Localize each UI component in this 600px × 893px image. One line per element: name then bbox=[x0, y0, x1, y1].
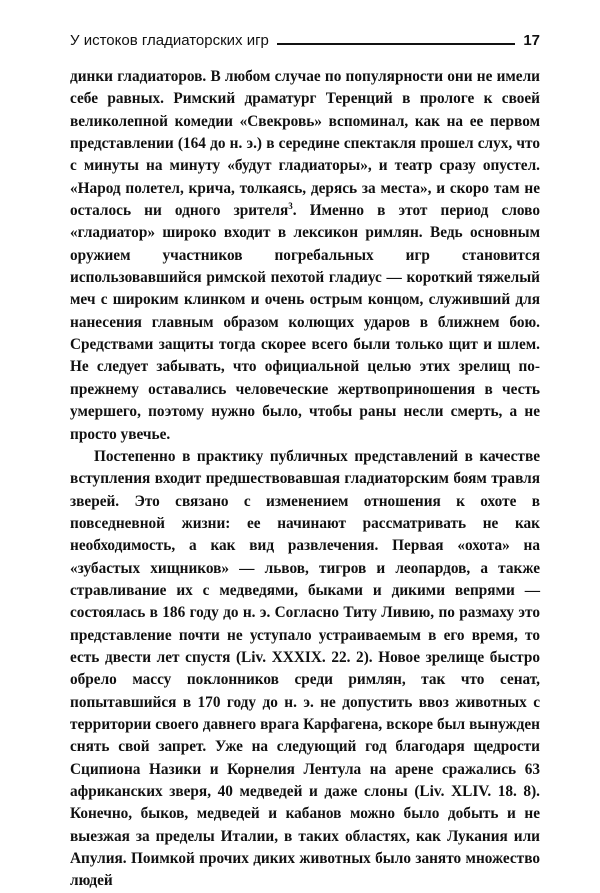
page-number: 17 bbox=[523, 32, 540, 49]
paragraph-1 bbox=[70, 66, 540, 446]
paragraph-2: Постепенно в практику публичных представлений в качестве вступления входит предшествовавшая гладиаторским боям травля зверей. Это связано с изменением отношения к охоте в повседневной жизни: ее начинают рассматривать не как необходимость, а как вид развлечения. Первая «охота» на «зубастых хищников» — львов, тигров и леопардов, а также стравливание их с медведями, быками и дикими вепрями — состоялась в 186 году до н. э. Согласно Титу Ливию, по размаху это представление почти не уступало устраиваемым в его время, то есть двести лет спустя (Liv. XXXIX. 22. 2). Новое зрелище быстро обрело массу поклонников среди римлян, так что сенат, попытавшийся в 170 году до н. э. не допустить ввоз животных с территории своего давнего врага Карфагена, вскоре был вынужден снять свой запрет. Уже на следующий год благодаря щедрости Сципиона Назики и Корнелия Лентула на арене сражались 63 африканских зверя, 40 медведей и даже слоны (Liv. XLIV. 18. 8). Конечно, быков, медведей и кабанов можно было добыть и не выезжая за пределы Италии, в таких областях, как Лукания или Апулия. Поимкой прочих диких животных было занято множество людей bbox=[70, 447, 540, 890]
paragraph-1-text: динки гладиаторов. В любом случае по популярности они не имели себе равных. Римский драматург Теренций в прологе к своей великолепной комедии «Свекровь» вспоминал, как на ее первом представлении (164 до н. э.) в середине спектакля прошел слух, что с минуты на минуту «будут гладиаторы», и театр сразу опустел. «Народ полетел, крича, толкаясь, дерясь за места», и скоро там не осталось ни одного зрителя bbox=[70, 68, 540, 220]
header-rule bbox=[277, 43, 515, 45]
body-text bbox=[70, 66, 540, 893]
paragraph-1-continuation: . Именно в этот период слово «гладиатор» широко входит в лексикон римлян. Ведь основным оружием участников погребальных игр становится использовавшийся римской пехотой гладиус — короткий тяжелый меч с широким клинком и очень острым концом, служивший для нанесения главным образом колющих ударов в ближнем бою. Средствами защиты тогда скорее всего были только щит и шлем. Не следует забывать, что официальной целью этих зрелищ по-прежнему оставались человеческие жертвоприношения в честь умершего, поэтому нужно было, чтобы раны несли смерть, а не просто увечье. bbox=[70, 202, 540, 443]
book-page bbox=[70, 26, 540, 893]
running-title: У истоков гладиаторских игр bbox=[70, 32, 269, 49]
footnote-marker: 3 bbox=[288, 200, 293, 211]
running-header bbox=[70, 26, 540, 48]
